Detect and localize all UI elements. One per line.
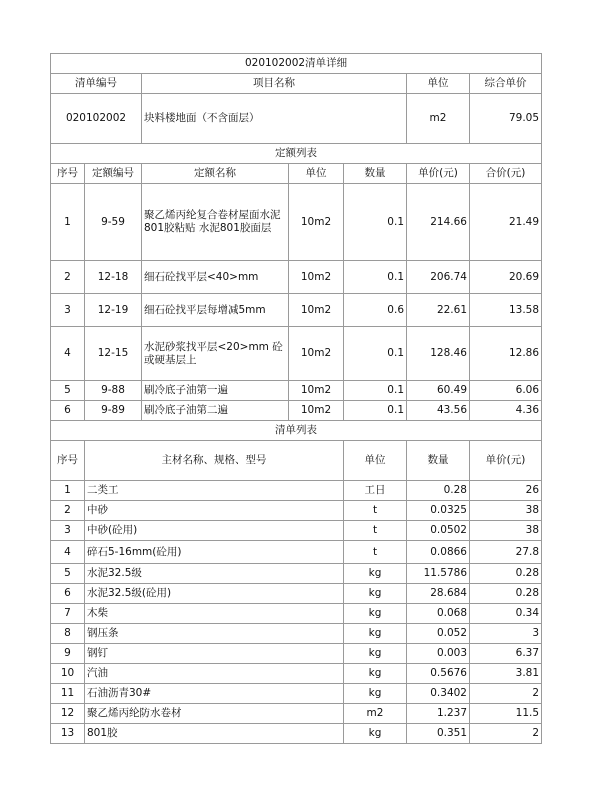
quota-row xyxy=(51,381,542,401)
material-qty: 0.0502 xyxy=(407,521,470,541)
material-unit: kg xyxy=(344,564,407,584)
quota-name: 聚乙烯丙纶复合卷材屋面水泥801胶粘贴 水泥801胶面层 xyxy=(142,184,289,261)
quota-total: 6.06 xyxy=(470,381,542,401)
material-unit: t xyxy=(344,541,407,564)
quota-total: 20.69 xyxy=(470,261,542,294)
material-row xyxy=(51,684,542,704)
material-name: 801胶 xyxy=(85,724,344,744)
material-price: 6.37 xyxy=(470,644,542,664)
quota-unit: 10m2 xyxy=(289,401,344,421)
material-no: 1 xyxy=(51,481,85,501)
material-section-title: 清单列表 xyxy=(51,421,542,441)
quota-unit: 10m2 xyxy=(289,184,344,261)
material-no: 4 xyxy=(51,541,85,564)
material-price: 2 xyxy=(470,684,542,704)
quota-name: 细石砼找平层<40>mm xyxy=(142,261,289,294)
header-row xyxy=(51,74,542,94)
material-price: 0.34 xyxy=(470,604,542,624)
quota-price: 22.61 xyxy=(407,294,470,327)
quota-name: 水泥砂浆找平层<20>mm 砼或硬基层上 xyxy=(142,327,289,381)
quota-no: 2 xyxy=(51,261,85,294)
material-name: 中砂(砼用) xyxy=(85,521,344,541)
material-row xyxy=(51,704,542,724)
material-no: 13 xyxy=(51,724,85,744)
material-qty: 0.28 xyxy=(407,481,470,501)
material-col-header: 单价(元) xyxy=(470,441,542,481)
quota-no: 1 xyxy=(51,184,85,261)
material-row xyxy=(51,604,542,624)
table-body xyxy=(51,54,542,744)
material-row xyxy=(51,644,542,664)
material-row xyxy=(51,521,542,541)
quota-total: 12.86 xyxy=(470,327,542,381)
material-no: 11 xyxy=(51,684,85,704)
quota-unit: 10m2 xyxy=(289,261,344,294)
quota-qty: 0.1 xyxy=(344,401,407,421)
quota-no: 4 xyxy=(51,327,85,381)
quota-name: 细石砼找平层每增减5mm xyxy=(142,294,289,327)
quota-total: 4.36 xyxy=(470,401,542,421)
material-row xyxy=(51,501,542,521)
material-qty: 0.068 xyxy=(407,604,470,624)
material-qty: 1.237 xyxy=(407,704,470,724)
material-row xyxy=(51,541,542,564)
material-row xyxy=(51,724,542,744)
material-no: 2 xyxy=(51,501,85,521)
material-name: 中砂 xyxy=(85,501,344,521)
material-qty: 0.5676 xyxy=(407,664,470,684)
quota-total: 21.49 xyxy=(470,184,542,261)
quota-qty: 0.1 xyxy=(344,381,407,401)
unit-header: 单位 xyxy=(407,74,470,94)
material-unit: kg xyxy=(344,724,407,744)
quota-row xyxy=(51,184,542,261)
table-title: 020102002清单详细 xyxy=(51,54,542,74)
quota-price: 206.74 xyxy=(407,261,470,294)
code-header: 清单编号 xyxy=(51,74,142,94)
quota-unit: 10m2 xyxy=(289,327,344,381)
material-col-header: 序号 xyxy=(51,441,85,481)
material-qty: 0.003 xyxy=(407,644,470,664)
material-row xyxy=(51,564,542,584)
quota-code: 12-15 xyxy=(85,327,142,381)
quota-col-header: 合价(元) xyxy=(470,164,542,184)
quota-price: 128.46 xyxy=(407,327,470,381)
material-unit: kg xyxy=(344,604,407,624)
material-price: 26 xyxy=(470,481,542,501)
material-section-row xyxy=(51,421,542,441)
item-price: 79.05 xyxy=(470,94,542,144)
material-unit: kg xyxy=(344,624,407,644)
detail-table xyxy=(50,53,542,744)
material-name: 汽油 xyxy=(85,664,344,684)
quota-col-header: 定额编号 xyxy=(85,164,142,184)
material-no: 9 xyxy=(51,644,85,664)
material-price: 38 xyxy=(470,501,542,521)
material-name: 聚乙烯丙纶防水卷材 xyxy=(85,704,344,724)
quota-price: 60.49 xyxy=(407,381,470,401)
quota-unit: 10m2 xyxy=(289,294,344,327)
material-row xyxy=(51,664,542,684)
material-col-header: 单位 xyxy=(344,441,407,481)
material-row xyxy=(51,481,542,501)
material-price: 2 xyxy=(470,724,542,744)
quota-no: 3 xyxy=(51,294,85,327)
material-unit: t xyxy=(344,521,407,541)
quota-name: 刷冷底子油第二遍 xyxy=(142,401,289,421)
quota-code: 9-89 xyxy=(85,401,142,421)
material-price: 0.28 xyxy=(470,564,542,584)
quota-section-title: 定额列表 xyxy=(51,144,542,164)
quota-col-header: 序号 xyxy=(51,164,85,184)
quota-code: 9-59 xyxy=(85,184,142,261)
material-price: 0.28 xyxy=(470,584,542,604)
material-no: 7 xyxy=(51,604,85,624)
material-row xyxy=(51,584,542,604)
title-row xyxy=(51,54,542,74)
material-unit: kg xyxy=(344,584,407,604)
quota-header-row xyxy=(51,164,542,184)
quota-qty: 0.6 xyxy=(344,294,407,327)
material-no: 3 xyxy=(51,521,85,541)
quota-unit: 10m2 xyxy=(289,381,344,401)
material-unit: kg xyxy=(344,684,407,704)
quota-code: 12-19 xyxy=(85,294,142,327)
material-price: 38 xyxy=(470,521,542,541)
material-qty: 28.684 xyxy=(407,584,470,604)
quota-row xyxy=(51,294,542,327)
material-qty: 0.3402 xyxy=(407,684,470,704)
material-price: 27.8 xyxy=(470,541,542,564)
quota-total: 13.58 xyxy=(470,294,542,327)
material-unit: kg xyxy=(344,664,407,684)
quota-price: 43.56 xyxy=(407,401,470,421)
material-col-header: 数量 xyxy=(407,441,470,481)
material-price: 3.81 xyxy=(470,664,542,684)
quota-col-header: 定额名称 xyxy=(142,164,289,184)
material-name: 钢钉 xyxy=(85,644,344,664)
material-no: 6 xyxy=(51,584,85,604)
quota-col-header: 数量 xyxy=(344,164,407,184)
material-header-row xyxy=(51,441,542,481)
material-name: 木柴 xyxy=(85,604,344,624)
quota-row xyxy=(51,401,542,421)
material-name: 水泥32.5级(砼用) xyxy=(85,584,344,604)
material-unit: m2 xyxy=(344,704,407,724)
material-name: 碎石5-16mm(砼用) xyxy=(85,541,344,564)
quota-col-header: 单位 xyxy=(289,164,344,184)
quota-price: 214.66 xyxy=(407,184,470,261)
quota-code: 12-18 xyxy=(85,261,142,294)
material-price: 3 xyxy=(470,624,542,644)
material-unit: 工日 xyxy=(344,481,407,501)
material-no: 5 xyxy=(51,564,85,584)
material-qty: 0.351 xyxy=(407,724,470,744)
quota-no: 5 xyxy=(51,381,85,401)
item-row xyxy=(51,94,542,144)
material-no: 12 xyxy=(51,704,85,724)
quota-name: 刷冷底子油第一遍 xyxy=(142,381,289,401)
quota-row xyxy=(51,261,542,294)
quota-no: 6 xyxy=(51,401,85,421)
price-header: 综合单价 xyxy=(470,74,542,94)
material-col-header: 主材名称、规格、型号 xyxy=(85,441,344,481)
material-name: 水泥32.5级 xyxy=(85,564,344,584)
material-qty: 0.052 xyxy=(407,624,470,644)
material-name: 石油沥青30# xyxy=(85,684,344,704)
material-qty: 0.0325 xyxy=(407,501,470,521)
name-header: 项目名称 xyxy=(142,74,407,94)
quota-qty: 0.1 xyxy=(344,261,407,294)
quota-code: 9-88 xyxy=(85,381,142,401)
material-name: 二类工 xyxy=(85,481,344,501)
quota-col-header: 单价(元) xyxy=(407,164,470,184)
material-no: 10 xyxy=(51,664,85,684)
material-price: 11.5 xyxy=(470,704,542,724)
item-unit: m2 xyxy=(407,94,470,144)
quota-qty: 0.1 xyxy=(344,184,407,261)
material-unit: t xyxy=(344,501,407,521)
material-row xyxy=(51,624,542,644)
item-name: 块料楼地面（不含面层） xyxy=(142,94,407,144)
quota-qty: 0.1 xyxy=(344,327,407,381)
quota-section-row xyxy=(51,144,542,164)
material-unit: kg xyxy=(344,644,407,664)
item-code: 020102002 xyxy=(51,94,142,144)
material-no: 8 xyxy=(51,624,85,644)
quota-row xyxy=(51,327,542,381)
material-qty: 11.5786 xyxy=(407,564,470,584)
material-qty: 0.0866 xyxy=(407,541,470,564)
material-name: 钢压条 xyxy=(85,624,344,644)
